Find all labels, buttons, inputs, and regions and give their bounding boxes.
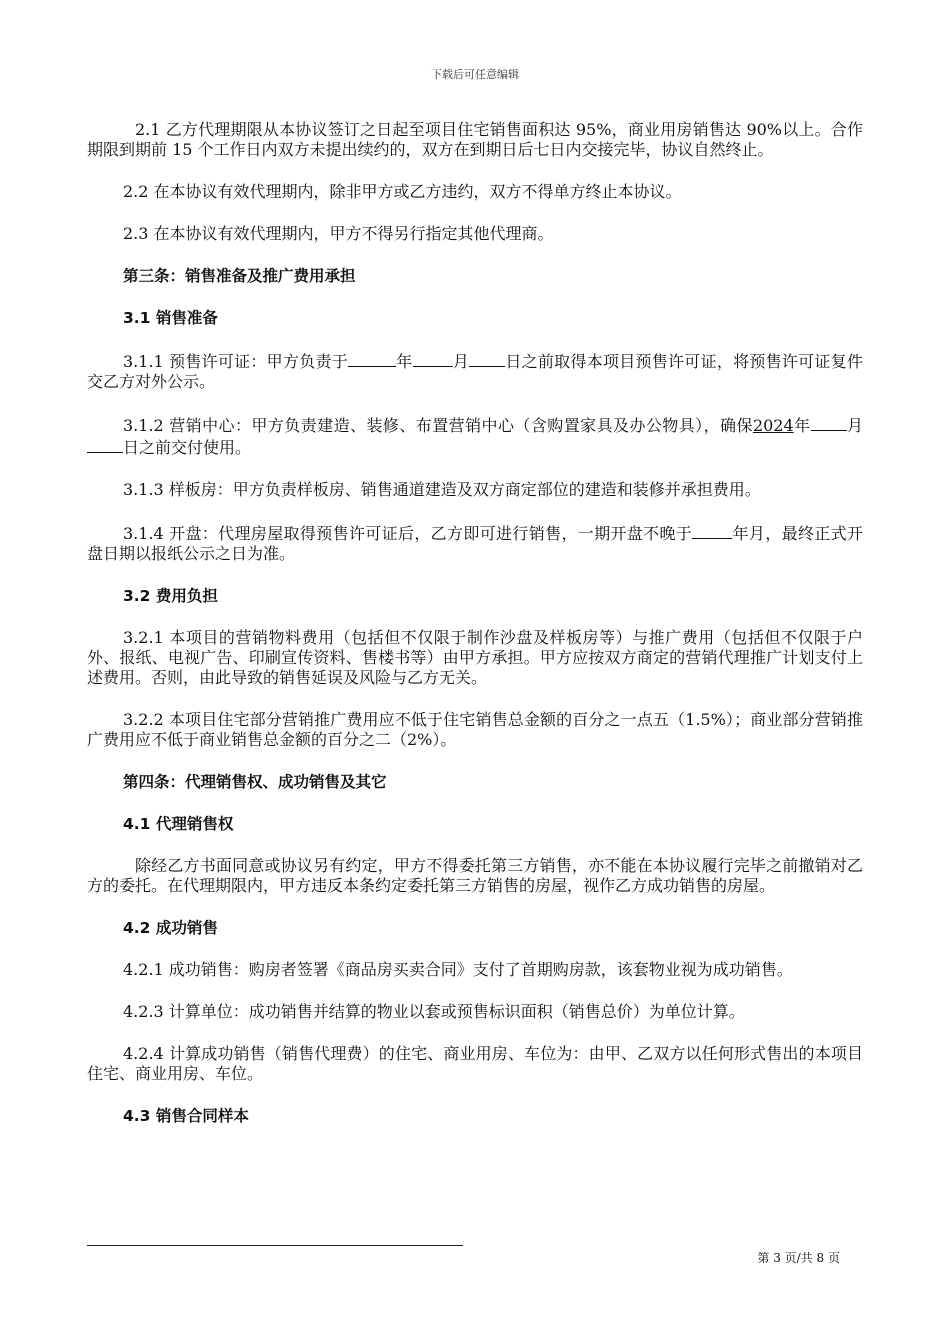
clause-3-2-2: 3.2.2 本项目住宅部分营销推广费用应不低于住宅销售总金额的百分之一点五（1.5%）；商业部分营销推广费用应不低于商业销售总金额的百分之二（2%）。: [87, 710, 863, 749]
clause-3-2-1: 3.2.1 本项目的营销物料费用（包括但不仅限于制作沙盘及样板房等）与推广费用（包括但不仅限于户外、报纸、电视广告、印刷宣传资料、售楼书等）由甲方承担。甲方应按双方商定的营销代理推广计划支付上述费用。否则，由此导致的销售延误及风险与乙方无关。: [87, 628, 863, 687]
clause-2-1: 2.1 乙方代理期限从本协议签订之日起至项目住宅销售面积达 95%，商业用房销售达 90%以上。合作期限到期前 15 个工作日内双方未提出续约的，双方在到期日后七日内交接完毕，协议自然终止。: [87, 120, 863, 159]
document-body: [87, 120, 863, 1126]
page-header: 下载后可任意编辑: [431, 68, 519, 81]
clause-4-2-1: 4.2.1 成功销售：购房者签署《商品房买卖合同》支付了首期购房款，该套物业视为成功销售。: [123, 960, 793, 979]
clause-4-1: 除经乙方书面同意或协议另有约定，甲方不得委托第三方销售，亦不能在本协议履行完毕之前撤销对乙方的委托。在代理期限内，甲方违反本条约定委托第三方销售的房屋，视作乙方成功销售的房屋。: [87, 856, 863, 895]
clause-3-1-1: 3.1.1 预售许可证：甲方负责于 年 月 日之前取得本项目预售许可证，将预售许可证复件交乙方对外公示。: [87, 352, 863, 391]
section-4-1-heading: 4.1 代理销售权: [123, 815, 234, 833]
section-4-3-heading: 4.3 销售合同样本: [123, 1107, 249, 1125]
clause-3-1-3: 3.1.3 样板房：甲方负责样板房、销售通道建造及双方商定部位的建造和装修并承担费用。: [123, 480, 761, 499]
year-value: 2024: [752, 416, 794, 435]
section-3-2-heading: 3.2 费用负担: [123, 587, 218, 605]
section-3-1-heading: 3.1 销售准备: [123, 309, 218, 327]
article-4-heading: 第四条：代理销售权、成功销售及其它: [123, 773, 387, 791]
clause-2-2: 2.2 在本协议有效代理期内，除非甲方或乙方违约，双方不得单方终止本协议。: [123, 182, 682, 201]
article-3-heading: 第三条：销售准备及推广费用承担: [123, 267, 356, 285]
footer-divider: [87, 1245, 463, 1246]
clause-2-3: 2.3 在本协议有效代理期内，甲方不得另行指定其他代理商。: [123, 224, 554, 243]
clause-4-2-3: 4.2.3 计算单位：成功销售并结算的物业以套或预售标识面积（销售总价）为单位计算。: [123, 1002, 745, 1021]
page-number: 第 3 页/共 8 页: [757, 1251, 840, 1265]
section-4-2-heading: 4.2 成功销售: [123, 919, 218, 937]
clause-3-1-4: 3.1.4 开盘：代理房屋取得预售许可证后，乙方即可进行销售，一期开盘不晚于 年月，最终正式开盘日期以报纸公示之日为准。: [87, 524, 863, 563]
clause-3-1-2: 3.1.2 营销中心：甲方负责建造、装修、布置营销中心（含购置家具及办公物具），确保2024年 月日之前交付使用。: [87, 414, 863, 458]
clause-4-2-4: 4.2.4 计算成功销售（销售代理费）的住宅、商业用房、车位为：由甲、乙双方以任何形式售出的本项目住宅、商业用房、车位。: [87, 1044, 863, 1083]
